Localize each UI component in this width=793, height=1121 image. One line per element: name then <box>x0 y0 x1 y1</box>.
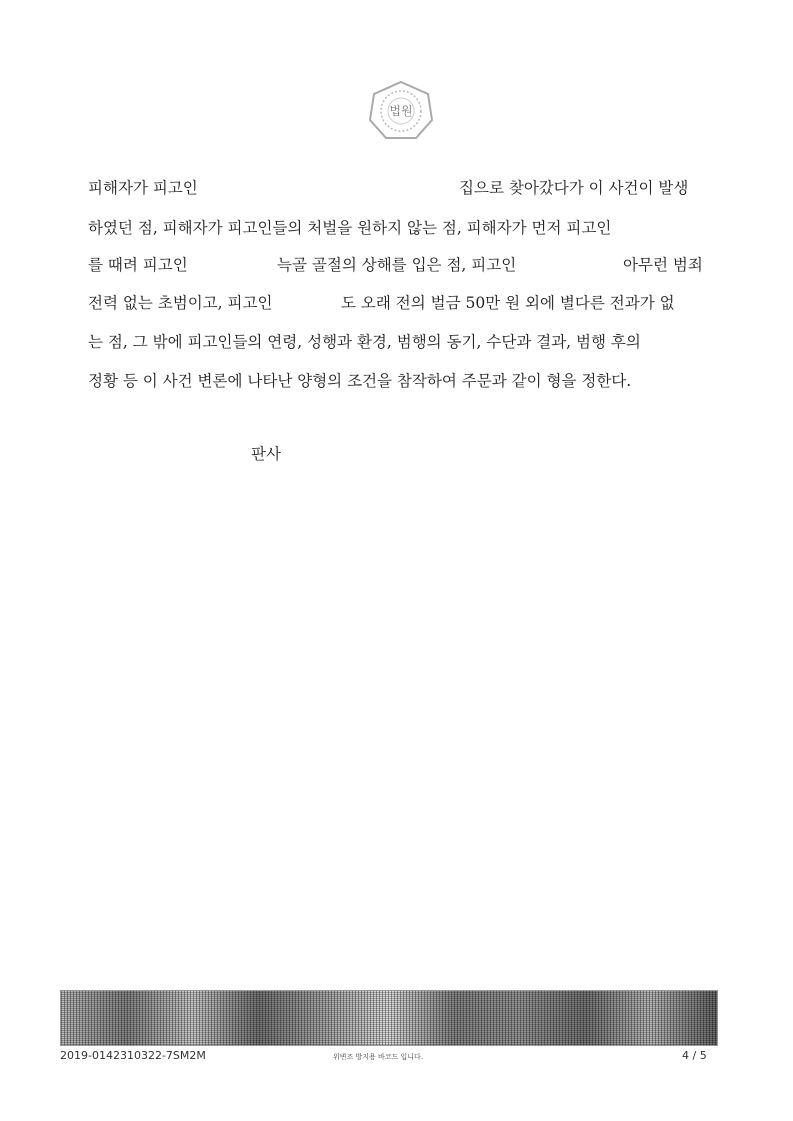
seal-label: 법원 <box>389 104 413 118</box>
text-segment: 하였던 점, 피해자가 피고인들의 처벌을 원하지 않는 점, 피해자가 먼저 피고인 <box>88 219 612 237</box>
text-segment: 아무런 범죄 <box>623 256 703 274</box>
text-segment: 는 점, 그 밖에 피고인들의 연령, 성행과 환경, 범행의 동기, 수단과 결과, 범행 후의 <box>88 333 641 351</box>
text-segment: 집으로 찾아갔다가 이 사건이 발생 <box>459 179 689 197</box>
barcode-notice: 위변조 방지용 바코드 입니다. <box>333 1053 424 1061</box>
text-segment: 전력 없는 초범이고, 피고인 <box>88 294 273 312</box>
text-segment: 를 때려 피고인 <box>88 256 188 274</box>
text-segment: 도 오래 전의 벌금 50만 원 외에 별다른 전과가 없 <box>341 294 675 312</box>
anti-forgery-barcode <box>60 990 718 1046</box>
court-seal <box>366 80 436 142</box>
judge-label: 판사 <box>251 445 281 463</box>
text-segment: 피해자가 피고인 <box>88 179 198 197</box>
document-number: 2019-0142310322-7SM2M <box>60 1049 206 1062</box>
text-segment: 정황 등 이 사건 변론에 나타난 양형의 조건을 참작하여 주문과 같이 형을 정한다. <box>88 372 632 390</box>
text-segment: 늑골 골절의 상해를 입은 점, 피고인 <box>277 256 517 274</box>
page-indicator: 4 / 5 <box>682 1049 707 1062</box>
